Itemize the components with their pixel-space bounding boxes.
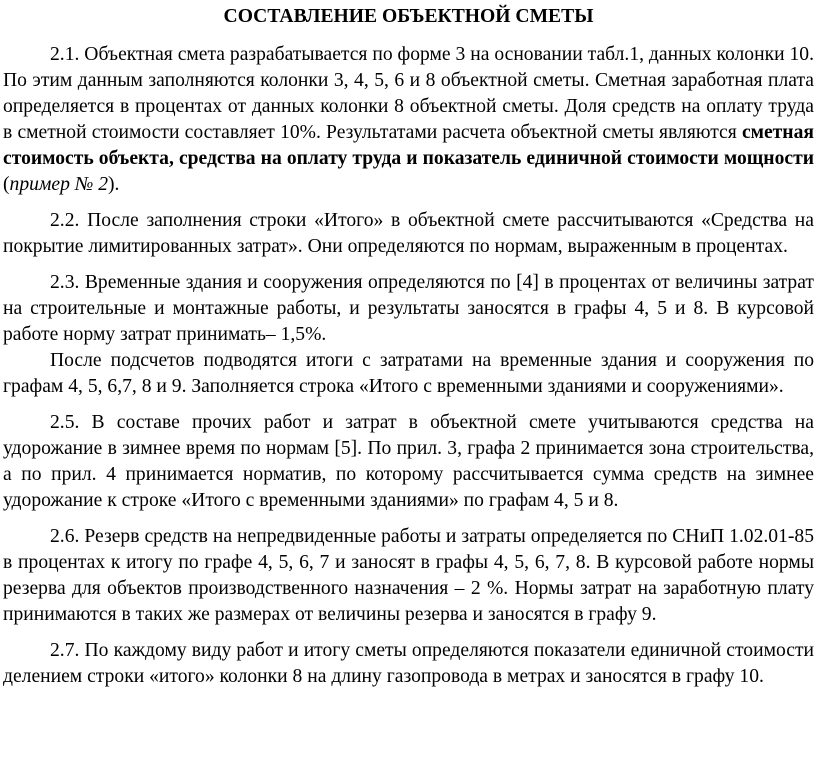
paragraph-2-1-text: 2.1. Объектная смета разрабатывается по форме 3 на основании табл.1, данных колонки 10. По этим данным заполняются колонки 3, 4, 5, 6 и 8 объектной сметы. Сметная заработная плата определяется в процентах от данных колонки 8 объектной сметы. Доля средств на оплату труда в сметной стоимости составляет 10%. Результатами расчета объектной сметы являются xyxy=(3,44,814,143)
paragraph-2-2: 2.2. После заполнения строки «Итого» в объектной смете рассчитываются «Средства на покрытие лимитированных затрат». Они определяются по нормам, выраженным в процентах. xyxy=(3,210,814,257)
paragraph-2-7: 2.7. По каждому виду работ и итогу сметы определяются показатели единичной стоимости делением строки «итого» колонки 8 на длину газопровода в метрах и заносятся в графу 10. xyxy=(3,640,814,687)
paragraph-2-1 xyxy=(3,42,814,198)
paragraph-2-3-continuation: После подсчетов подводятся итоги с затратами на временные здания и сооружения по графам 4, 5, 6,7, 8 и 9. Заполняется строка «Итого с временными зданиями и сооружениями». xyxy=(3,350,814,397)
paragraph-2-1-paren-open: ( xyxy=(3,174,10,195)
paragraph-2-1-paren-close: ). xyxy=(108,174,120,195)
paragraph-2-5: 2.5. В составе прочих работ и затрат в объектной смете учитываются средства на удорожание в зимнее время по нормам [5]. По прил. 3, графа 2 принимается зона строительства, а по прил. 4 принимается норматив, по которому рассчитывается сумма средств на зимнее удорожание к строке «Итого с временными зданиями» по графам 4, 5 и 8. xyxy=(3,412,814,511)
document-title: СОСТАВЛЕНИЕ ОБЪЕКТНОЙ СМЕТЫ xyxy=(223,6,594,27)
paragraph-2-6: 2.6. Резерв средств на непредвиденные работы и затраты определяется по СНиП 1.02.01-85 в процентах к итогу по графе 4, 5, 6, 7 и заносят в графы 4, 5, 6, 7, 8. В курсовой работе нормы резерва для объектов производственного назначения – 2 %. Нормы затрат на заработную плату принимаются в таких же размерах от величины резерва и заносятся в графу 9. xyxy=(3,526,814,625)
paragraph-2-3: 2.3. Временные здания и сооружения определяются по [4] в процентах от величины затрат на строительные и монтажные работы, и результаты заносятся в графы 4, 5 и 8. В курсовой работе норму затрат принимать– 1,5%. xyxy=(3,272,814,345)
paragraph-2-1-bold-results: сметная стоимость объекта, средства на оплату труда и показатель единичной стоимости мощности xyxy=(3,122,814,169)
example-reference: пример № 2 xyxy=(9,174,108,195)
